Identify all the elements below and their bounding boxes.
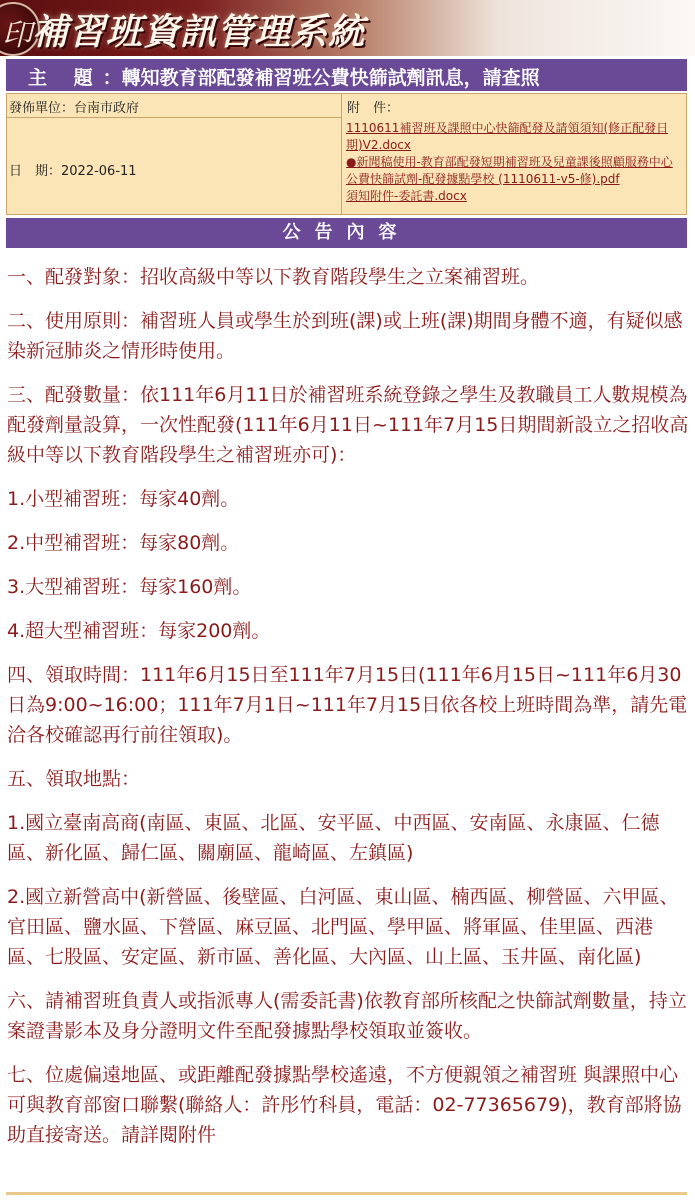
subject-bar xyxy=(6,59,687,91)
paragraph: 4.超大型補習班：每家200劑。 xyxy=(7,620,271,642)
logo-seal-icon: 印 xyxy=(0,2,40,56)
paragraph: 六、請補習班負責人或指派專人(需委託書)依教育部所核配之快篩試劑數量，持立案證書影本及身分證明文件至配發據點學校領取並簽收。 xyxy=(7,990,687,1042)
attachment-link[interactable]: 須知附件-委託書.docx xyxy=(346,189,467,203)
paragraph: 3.大型補習班：每家160劑。 xyxy=(7,576,252,598)
system-title: 補習班資訊管理系統 xyxy=(32,11,366,53)
publisher-field: 發佈單位：台南市政府 xyxy=(9,101,140,116)
header-banner xyxy=(0,0,695,56)
attachment-link[interactable]: ●新聞稿使用-教育部配發短期補習班及兒童課後照顧服務中心公費快篩試劑-配發據點學校 (1110611-v5-修).pdf xyxy=(346,155,673,186)
paragraph: 2.國立新營高中(新營區、後壁區、白河區、東山區、楠西區、柳營區、六甲區、官田區、鹽水區、下營區、麻豆區、北門區、學甲區、將軍區、佳里區、西港區、七股區、安定區、新市區、善化區、大內區、山上區、玉井區、南化區) xyxy=(7,886,679,968)
attachment-label: 附 件： xyxy=(347,101,400,116)
announcement-heading: 公告內容 xyxy=(6,218,687,248)
row-divider xyxy=(7,117,341,118)
paragraph: 五、領取地點： xyxy=(7,768,141,790)
attachment-link[interactable]: 1110611補習班及課照中心快篩配發及請領須知(修正配發日期)V2.docx xyxy=(346,121,669,152)
bottom-divider xyxy=(6,1192,687,1195)
paragraph: 四、領取時間：111年6月15日至111年7月15日(111年6月15日~111年6月30日為9:00~16:00；111年7月1日~111年7月15日依各校上班時間為準，請先電洽各校確認再行前往領取)。 xyxy=(7,664,688,746)
paragraph: 2.中型補習班：每家80劑。 xyxy=(7,532,240,554)
column-divider xyxy=(341,94,342,214)
paragraph: 二、使用原則：補習班人員或學生於到班(課)或上班(課)期間身體不適，有疑似感染新冠肺炎之情形時使用。 xyxy=(7,310,683,362)
announcement-content xyxy=(7,262,689,1164)
info-table xyxy=(6,93,687,215)
paragraph: 七、位處偏遠地區、或距離配發據點學校遙遠，不方便親領之補習班 與課照中心可與教育部窗口聯繫(聯絡人：許彤竹科員，電話：02-77365679)，教育部將協助直接寄送。請詳閱附件 xyxy=(7,1064,682,1146)
paragraph: 1.小型補習班：每家40劑。 xyxy=(7,488,240,510)
subject-label: 主 題 xyxy=(28,67,103,89)
paragraph: 三、配發數量：依111年6月11日於補習班系統登錄之學生及教職員工人數規模為配發劑量設算，一次性配發(111年6月11日~111年7月15日期間新設立之招收高級中等以下教育階段學生之補習班亦可)： xyxy=(7,384,689,466)
date-field: 日 期：2022-06-11 xyxy=(9,164,137,179)
paragraph: 1.國立臺南高商(南區、東區、北區、安平區、中西區、安南區、永康區、仁德區、新化區、歸仁區、關廟區、龍崎區、左鎮區) xyxy=(7,812,660,864)
paragraph: 一、配發對象：招收高級中等以下教育階段學生之立案補習班。 xyxy=(7,266,540,288)
subject-text: ：轉知教育部配發補習班公費快篩試劑訊息，請查照 xyxy=(102,67,540,89)
attachment-list xyxy=(346,120,684,205)
